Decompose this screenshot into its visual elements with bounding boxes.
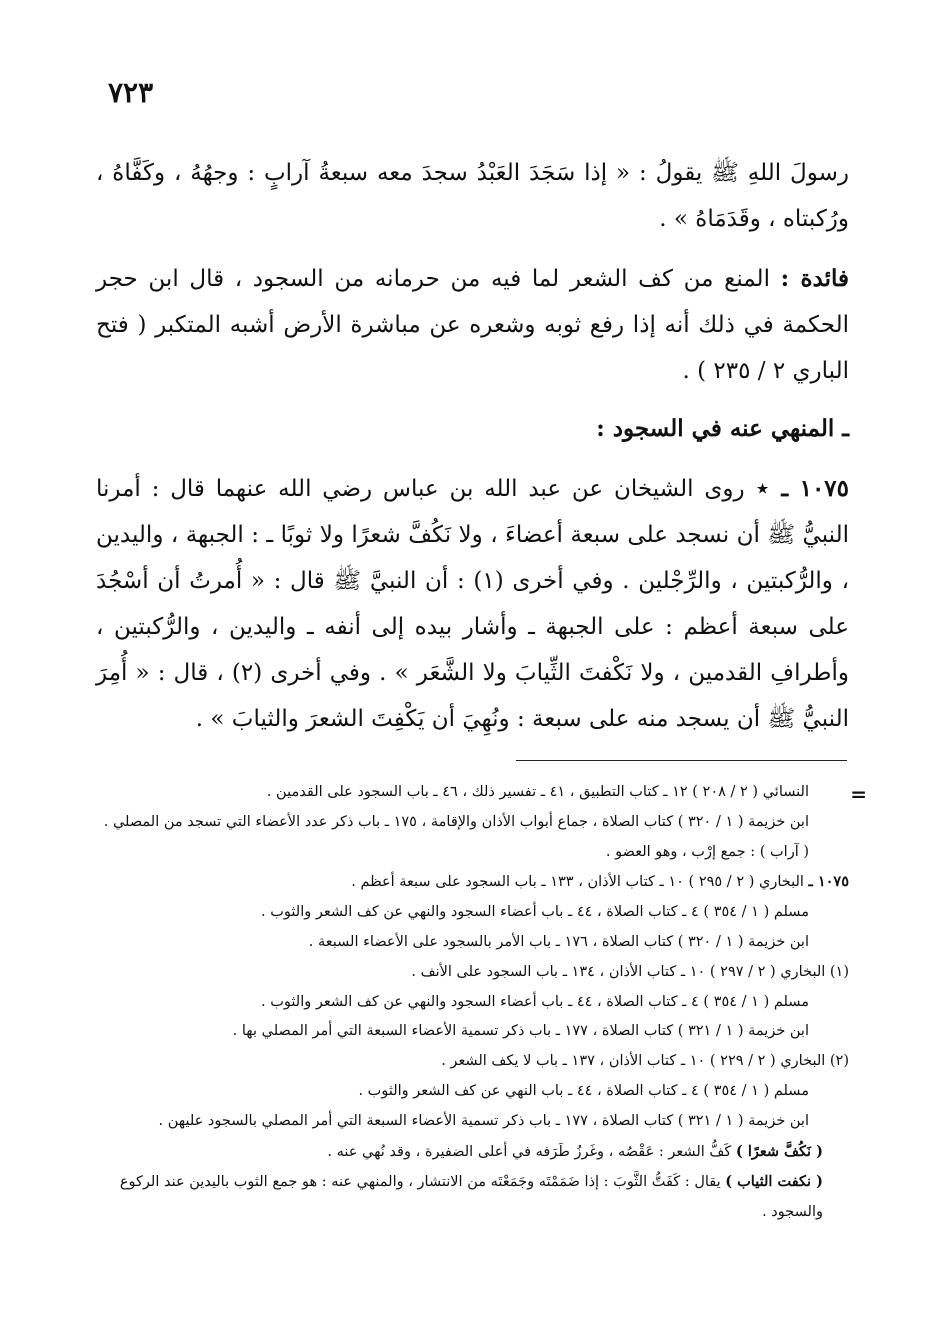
footnote-text: ابن خزيمة ( ١ / ٣٢٠ ) كتاب الصلاة ، ١٧٦ ـ باب الأمر بالسجود على الأعضاء السبعة . xyxy=(308,933,809,950)
footnote-text: يقال : كَفَتُّ الثَّوبَ : إذا ضَمَمْتَه وجَمَعْتَه من الانتشار ، والمنهي عنه : هو جمع الثوب باليدين عند الركوع والسجود . xyxy=(119,1174,823,1221)
fa2ida-label: فائدة : xyxy=(780,265,849,292)
footnote-text: ( آراب ) : جمع إرْب ، وهو العضو . xyxy=(605,843,809,860)
footnote-text: (١) البخاري ( ٢ / ٢٩٧ ) ١٠ ـ كتاب الأذان ، ١٣٤ ـ باب السجود على الأنف . xyxy=(411,963,849,980)
footnote-line xyxy=(96,778,849,808)
footnote-line xyxy=(96,988,849,1018)
hadith-1075 xyxy=(96,466,849,742)
footnote-line xyxy=(96,1017,849,1047)
section-heading: ـ المنهي عنه في السجود : xyxy=(596,415,849,442)
footnote-line xyxy=(96,867,849,898)
footnote-text: مسلم ( ١ / ٣٥٤ ) ٤ ـ كتاب الصلاة ، ٤٤ ـ باب أعضاء السجود والنهي عن كف الشعر والثوب . xyxy=(261,904,809,921)
footnote-line xyxy=(96,1077,849,1107)
footnote-lead: ١٠٧٥ ـ xyxy=(808,873,849,891)
hadith-number: ١٠٧٥ ـ ⋆ xyxy=(755,475,850,502)
footnote-line xyxy=(96,1137,849,1168)
hadith-text: روى الشيخان عن عبد الله بن عباس رضي الله عنهما قال : أمرنا النبيُّ ﷺ أن نسجد على سبعة أعضاءَ ، ولا نَكُفَّ شعرًا ولا ثوبًا ـ : الجبهة ، واليدين ، والرُّكبتين ، والرِّجْلين . وفي أخرى (١) : أن النبيَّ ﷺ قال : « أُمرتُ أن أسْجُدَ على سبعة أعظم : على الجبهة ـ وأشار بيده إلى أنفه ـ واليدين ، والرُّكبتين ، وأطرافِ القدمين ، ولا نَكْفتَ الثِّيابَ ولا الشَّعَر » . وفي أخرى (٢) ، قال : « أُمِرَ النبيُّ ﷺ أن يسجد منه على سبعة : ونُهِيَ أن يَكْفِتَ الشعرَ والثيابَ » . xyxy=(96,476,849,732)
footnote-text: البخاري ( ٢ / ٢٩٥ ) ١٠ ـ كتاب الأذان ، ١٣٣ ـ باب السجود على سبعة أعظم . xyxy=(351,874,804,891)
footnote-text: (٢) البخاري ( ٢ / ٢٢٩ ) ١٠ ـ كتاب الأذان ، ١٣٧ ـ باب لا يكف الشعر . xyxy=(441,1053,849,1070)
footnotes xyxy=(96,778,849,1228)
footnote-text: ابن خزيمة ( ١ / ٣٢٠ ) كتاب الصلاة ، جماع أبواب الأذان والإقامة ، ١٧٥ ـ باب ذكر عدد الأعضاء التي تسجد من المصلي . xyxy=(103,813,809,830)
footnote-text: مسلم ( ١ / ٣٥٤ ) ٤ ـ كتاب الصلاة ، ٤٤ ـ باب النهي عن كف الشعر والثوب . xyxy=(358,1082,809,1099)
page-number: ٧٢٣ xyxy=(108,76,154,109)
footnote-text: ابن خزيمة ( ١ / ٣٢١ ) كتاب الصلاة ، ١٧٧ ـ باب ذكر تسمية الأعضاء السبعة التي أمر المصلي بها . xyxy=(232,1023,809,1040)
footnote-line xyxy=(96,1047,849,1077)
footnote-text: ابن خزيمة ( ١ / ٣٢١ ) كتاب الصلاة ، ١٧٧ ـ باب ذكر تسمية الأعضاء السبعة التي أمر المصلي بالسجود عليهن . xyxy=(158,1112,809,1129)
footnote-line xyxy=(96,1107,849,1137)
footnote-text: مسلم ( ١ / ٣٥٤ ) ٤ ـ كتاب الصلاة ، ٤٤ ـ باب أعضاء السجود والنهي عن كف الشعر والثوب . xyxy=(261,993,809,1010)
main-text xyxy=(96,150,849,742)
footnote-line xyxy=(96,1167,849,1228)
footnote-line xyxy=(96,958,849,988)
footnote-line xyxy=(96,808,849,838)
fa2ida-text: المنع من كف الشعر لما فيه من حرمانه من السجود ، قال ابن حجر الحكمة في ذلك أنه إذا رفع ثوبه وشعره عن مباشرة الأرض أشبه المتكبر ( فتح الباري ٢ / ٢٣٥ ) . xyxy=(96,266,849,384)
footnote-continuation-marker: = xyxy=(850,782,867,806)
footnote-lead: ( نَكُفَّ شعرًا ) xyxy=(735,1142,823,1160)
footnote-lead: ( نكفت الثياب ) xyxy=(725,1173,823,1191)
footnote-divider xyxy=(516,760,847,761)
fa2ida-paragraph xyxy=(96,256,849,394)
footnote-text: النسائي ( ٢ / ٢٠٨ ) ١٢ ـ كتاب التطبيق ، ٤١ ـ تفسير ذلك ، ٤٦ ـ باب السجود على القدمين . xyxy=(266,784,809,800)
footnote-line xyxy=(96,838,849,868)
footnote-line xyxy=(96,898,849,928)
footnote-text: كَفُّ الشعر : عَقْصُه ، وغَرزُ طَرَفه في أعلى الضفيرة ، وقد نُهي عنه . xyxy=(327,1143,732,1160)
hadith-continuation: رسولَ اللهِ ﷺ يقولُ : « إذا سَجَدَ العَبْدُ سجدَ معه سبعةُ آرابٍ : وجهُهُ ، وكَفَّاهُ ، ورُكبتاه ، وقَدَمَاهُ » . xyxy=(96,160,849,232)
footnote-line xyxy=(96,928,849,958)
